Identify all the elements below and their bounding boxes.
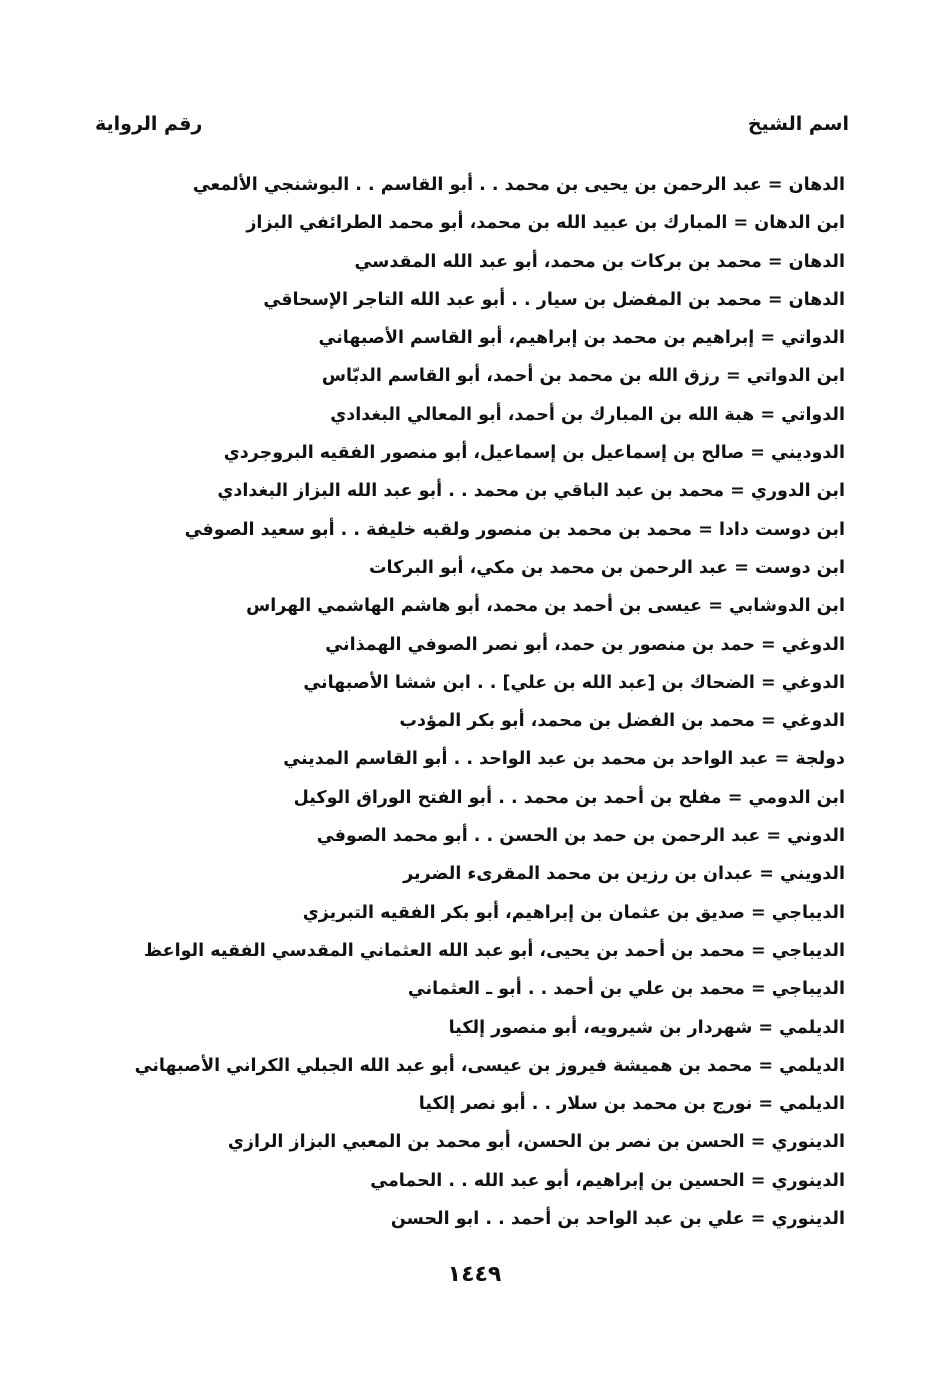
list-item: ابن دوست دادا = محمد بن محمد بن منصور ولقبه خليفة . . أبو سعيد الصوفي <box>184 519 845 540</box>
list-item: الدهان = محمد بن بركات بن محمد، أبو عبد الله المقدسي <box>354 251 845 272</box>
list-item: الديباجي = صديق بن عثمان بن إبراهيم، أبو بكر الفقيه التبريزي <box>302 902 845 923</box>
list-item: الديلمي = محمد بن هميشة فيروز بن عيسى، أبو عبد الله الجبلي الكراني الأصبهاني <box>134 1055 845 1076</box>
page-number: ١٤٤٩ <box>447 1262 502 1287</box>
list-item: الدينوري = الحسين بن إبراهيم، أبو عبد الله . . الحمامي <box>370 1170 845 1191</box>
list-item: الدوغي = محمد بن الفضل بن محمد، أبو بكر المؤدب <box>399 711 845 732</box>
list-item: الديلمي = شهردار بن شيرويه، أبو منصور إلكيا <box>448 1017 845 1038</box>
list-item: الدواتي = هبة الله بن المبارك بن أحمد، أبو المعالي البغدادي <box>330 404 845 425</box>
list-item: ابن الدوشابي = عيسى بن أحمد بن محمد، أبو هاشم الهاشمي الهراس <box>246 596 845 617</box>
header-sheikh-name: اسم الشيخ <box>747 113 849 135</box>
list-item: الدويني = عبدان بن رزين بن محمد المقرىء الضرير <box>403 864 845 885</box>
list-item: الدوني = عبد الرحمن بن حمد بن الحسن . . أبو محمد الصوفي <box>316 826 845 847</box>
list-item: الديباجي = محمد بن علي بن أحمد . . أبو ـ العثماني <box>407 979 845 1000</box>
list-item: الدهان = محمد بن المفضل بن سيار . . أبو عبد الله التاجر الإسحاقي <box>263 289 845 310</box>
list-item: ابن الدواتي = رزق الله بن محمد بن أحمد، أبو القاسم الدبّاس <box>321 366 845 387</box>
page-header <box>95 113 849 153</box>
list-item: الدينوري = علي بن عبد الواحد بن أحمد . . ابو الحسن <box>390 1209 845 1230</box>
list-item: ابن الدوري = محمد بن عبد الباقي بن محمد . . أبو عبد الله البزاز البغدادي <box>217 481 845 502</box>
list-item: الديباجي = محمد بن أحمد بن يحيى، أبو عبد الله العثماني المقدسي الفقيه الواعظ <box>143 940 845 961</box>
sheikh-list <box>85 166 845 1238</box>
list-item: الدواتي = إبراهيم بن محمد بن إبراهيم، أبو القاسم الأصبهاني <box>318 328 845 349</box>
list-item: ابن الدهان = المبارك بن عبيد الله بن محمد، أبو محمد الطرائفي البزاز <box>246 213 845 234</box>
list-item: ابن الدومي = مفلح بن أحمد بن محمد . . أبو الفتح الوراق الوكيل <box>293 787 845 808</box>
list-item: الدهان = عبد الرحمن بن يحيى بن محمد . . أبو القاسم . . البوشنجي الألمعي <box>192 175 845 195</box>
list-item: الدوديني = صالح بن إسماعيل بن إسماعيل، أبو منصور الفقيه البروجردي <box>223 443 845 464</box>
list-item: الدوغي = الضحاك بن [عبد الله بن علي] . . ابن ششا الأصبهاني <box>303 672 845 693</box>
list-item: دولجة = عبد الواحد بن محمد بن عبد الواحد . . أبو القاسم المديني <box>283 749 845 770</box>
list-item: الديلمي = نورج بن محمد بن سلار . . أبو نصر إلكيا <box>418 1094 845 1115</box>
header-narration-number: رقم الرواية <box>95 113 203 135</box>
list-item: الدينوري = الحسن بن نصر بن الحسن، أبو محمد بن المعبي البزاز الرازي <box>227 1132 845 1153</box>
list-item: ابن دوست = عبد الرحمن بن محمد بن مكي، أبو البركات <box>368 557 845 578</box>
list-item: الدوغي = حمد بن منصور بن حمد، أبو نصر الصوفي الهمذاني <box>325 634 845 655</box>
